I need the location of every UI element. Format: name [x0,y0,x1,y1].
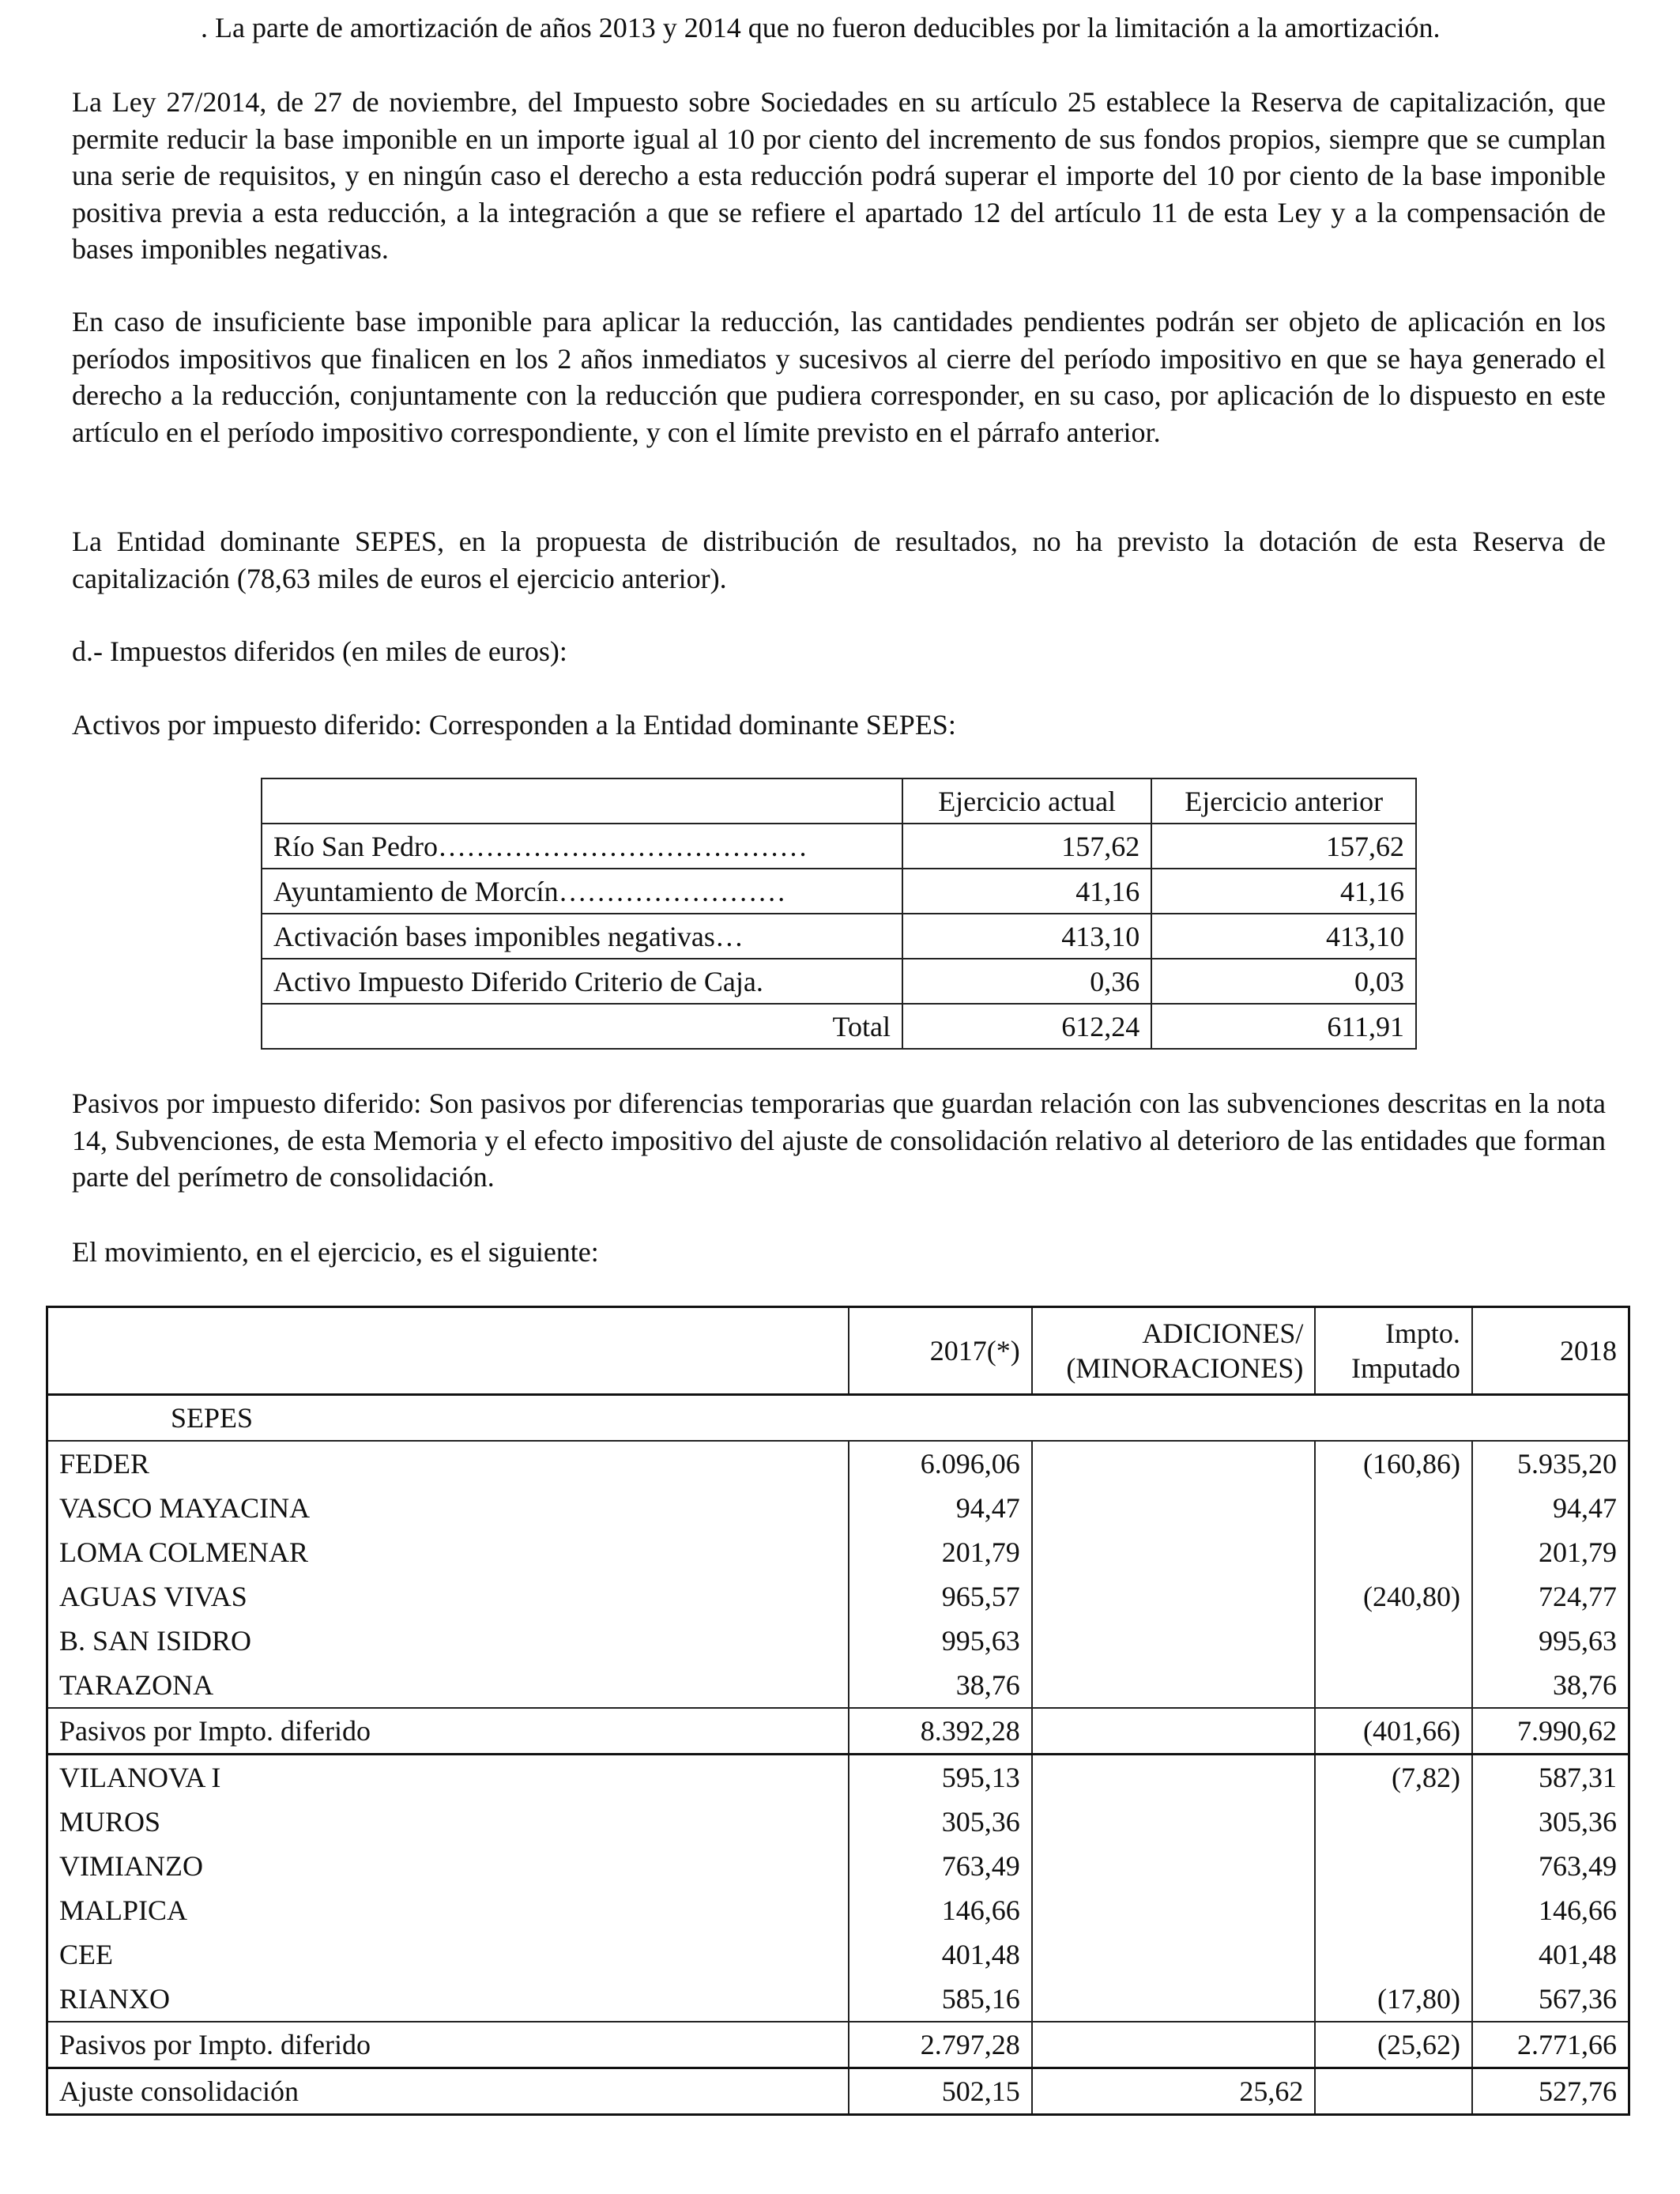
ajuste-adiciones: 25,62 [1032,2068,1316,2115]
table-row [47,1574,1629,1619]
row-adiciones [1032,1663,1316,1708]
subtotal-2017: 8.392,28 [849,1708,1031,1755]
row-imputado [1315,1844,1472,1888]
subtotal-2018: 7.990,62 [1472,1708,1629,1755]
table-row [47,1844,1629,1888]
activos-intro: Activos por impuesto diferido: Corresponden a la Entidad dominante SEPES: [72,709,956,741]
table-row [47,1888,1629,1932]
activos-row-anterior: 157,62 [1151,824,1416,869]
table-row [262,914,1416,959]
row-2017: 995,63 [849,1619,1031,1663]
activos-row-label: Activación bases imponibles negativas… [262,914,902,959]
row-adiciones [1032,1486,1316,1530]
ajuste-2018: 527,76 [1472,2068,1629,2115]
row-adiciones [1032,1755,1316,1800]
activos-row-label: Río San Pedro………………………………… [262,824,902,869]
row-2017: 595,13 [849,1755,1031,1800]
table-row [47,1530,1629,1574]
subtotal-2017: 2.797,28 [849,2022,1031,2068]
table-row [262,869,1416,914]
row-label: VILANOVA I [47,1755,849,1800]
section-label-sepes: SEPES [47,1395,1629,1442]
subtotal-2018: 2.771,66 [1472,2022,1629,2068]
section-row [47,1395,1629,1442]
row-2017: 763,49 [849,1844,1031,1888]
row-label: LOMA COLMENAR [47,1530,849,1574]
table-row [47,1755,1629,1800]
ajuste-2017: 502,15 [849,2068,1031,2115]
intro-line: . La parte de amortización de años 2013 y 2014 que no fueron deducibles por la limitación a la amortización. [201,12,1441,43]
row-2018: 567,36 [1472,1977,1629,2022]
row-label: CEE [47,1932,849,1977]
row-imputado: (7,82) [1315,1755,1472,1800]
row-adiciones [1032,1530,1316,1574]
activos-row-anterior: 0,03 [1151,959,1416,1004]
header-imputado-line2: Imputado [1350,1352,1460,1384]
movimiento-header-2018: 2018 [1472,1307,1629,1395]
row-2018: 587,31 [1472,1755,1629,1800]
movimiento-intro: El movimiento, en el ejercicio, es el siguiente: [72,1236,599,1268]
heading-impuestos-diferidos: d.- Impuestos diferidos (en miles de euros): [72,635,567,667]
row-2017: 94,47 [849,1486,1031,1530]
activos-row-actual: 41,16 [902,869,1151,914]
row-adiciones [1032,1800,1316,1844]
subtotal-adiciones [1032,1708,1316,1755]
activos-row-actual: 0,36 [902,959,1151,1004]
subtotal-row [47,2022,1629,2068]
ajuste-imputado [1315,2068,1472,2115]
activos-row-label: Ayuntamiento de Morcín…………………… [262,869,902,914]
activos-total-row [262,1004,1416,1049]
row-2018: 401,48 [1472,1932,1629,1977]
header-adiciones-line2: (MINORACIONES) [1066,1352,1304,1384]
row-2018: 305,36 [1472,1800,1629,1844]
row-adiciones [1032,1977,1316,2022]
subtotal-adiciones [1032,2022,1316,2068]
row-2017: 38,76 [849,1663,1031,1708]
row-2018: 724,77 [1472,1574,1629,1619]
table-row [47,1441,1629,1486]
row-label: MALPICA [47,1888,849,1932]
subtotal-label: Pasivos por Impto. diferido [47,1708,849,1755]
movimiento-header-adiciones [1032,1307,1316,1395]
table-row [47,1977,1629,2022]
table-row [47,1800,1629,1844]
row-2017: 965,57 [849,1574,1031,1619]
activos-impuesto-diferido-table [261,778,1417,1050]
activos-header-actual: Ejercicio actual [902,778,1151,824]
ajuste-label: Ajuste consolidación [47,2068,849,2115]
activos-header-row [262,778,1416,824]
paragraph-ley-27-2014: La Ley 27/2014, de 27 de noviembre, del Impuesto sobre Sociedades en su artículo 25 establece la Reserva de capitalización, que permite reducir la base imponible en un importe igual al 10 por ciento del incremento de sus fondos propios, siempre que se cumplan una serie de requisitos, y en ningún caso el derecho a esta reducción podrá superar el importe del 10 por ciento de la base imponible positiva previa a esta reducción, a la integración a que se refiere el apartado 12 del artículo 11 de esta Ley y a la compensación de bases imponibles negativas. [72,86,1606,265]
row-imputado: (240,80) [1315,1574,1472,1619]
row-imputado [1315,1619,1472,1663]
ajuste-consolidacion-row [47,2068,1629,2115]
row-label: B. SAN ISIDRO [47,1619,849,1663]
row-2018: 5.935,20 [1472,1441,1629,1486]
row-2018: 94,47 [1472,1486,1629,1530]
activos-header-blank [262,778,902,824]
activos-total-label: Total [262,1004,902,1049]
table-row [47,1932,1629,1977]
row-2018: 763,49 [1472,1844,1629,1888]
row-2018: 146,66 [1472,1888,1629,1932]
subtotal-label: Pasivos por Impto. diferido [47,2022,849,2068]
row-adiciones [1032,1441,1316,1486]
subtotal-imputado: (25,62) [1315,2022,1472,2068]
row-2018: 38,76 [1472,1663,1629,1708]
row-label: TARAZONA [47,1663,849,1708]
header-imputado-line1: Impto. [1384,1318,1460,1349]
subtotal-imputado: (401,66) [1315,1708,1472,1755]
row-label: FEDER [47,1441,849,1486]
activos-row-anterior: 413,10 [1151,914,1416,959]
activos-row-actual: 157,62 [902,824,1151,869]
row-imputado [1315,1530,1472,1574]
table-row [47,1486,1629,1530]
row-adiciones [1032,1888,1316,1932]
row-label: MUROS [47,1800,849,1844]
activos-total-anterior: 611,91 [1151,1004,1416,1049]
paragraph-insuficiente-base: En caso de insuficiente base imponible para aplicar la reducción, las cantidades pendientes podrán ser objeto de aplicación en los períodos impositivos que finalicen en los 2 años inmediatos y sucesivos al cierre del período impositivo en que se haya generado el derecho a la reducción, conjuntamente con la reducción que pudiera corresponder, en su caso, por aplicación de lo dispuesto en este artículo en el período impositivo correspondiente, y con el límite previsto en el párrafo anterior. [72,306,1606,448]
activos-total-actual: 612,24 [902,1004,1151,1049]
movimiento-header-imputado [1315,1307,1472,1395]
row-adiciones [1032,1932,1316,1977]
row-2017: 6.096,06 [849,1441,1031,1486]
row-imputado: (160,86) [1315,1441,1472,1486]
row-imputado [1315,1932,1472,1977]
row-label: VIMIANZO [47,1844,849,1888]
activos-row-label: Activo Impuesto Diferido Criterio de Caja. [262,959,902,1004]
row-2018: 995,63 [1472,1619,1629,1663]
row-label: VASCO MAYACINA [47,1486,849,1530]
activos-row-anterior: 41,16 [1151,869,1416,914]
row-2017: 305,36 [849,1800,1031,1844]
row-adiciones [1032,1574,1316,1619]
row-2018: 201,79 [1472,1530,1629,1574]
paragraph-entidad-dominante: La Entidad dominante SEPES, en la propuesta de distribución de resultados, no ha previsto la dotación de esta Reserva de capitalización (78,63 miles de euros el ejercicio anterior). [72,526,1606,594]
movimiento-header-blank [47,1307,849,1395]
row-imputado [1315,1663,1472,1708]
table-row [262,959,1416,1004]
row-2017: 585,16 [849,1977,1031,2022]
activos-row-actual: 413,10 [902,914,1151,959]
movimiento-pasivos-table [46,1306,1630,2116]
subtotal-row [47,1708,1629,1755]
row-2017: 146,66 [849,1888,1031,1932]
row-imputado [1315,1888,1472,1932]
row-2017: 201,79 [849,1530,1031,1574]
pasivos-intro: Pasivos por impuesto diferido: Son pasivos por diferencias temporarias que guardan relación con las subvenciones descritas en la nota 14, Subvenciones, de esta Memoria y el efecto impositivo del ajuste de consolidación relativo al deterioro de las entidades que forman parte del perímetro de consolidación. [72,1088,1606,1193]
table-row [47,1619,1629,1663]
activos-header-anterior: Ejercicio anterior [1151,778,1416,824]
row-label: AGUAS VIVAS [47,1574,849,1619]
table-row [262,824,1416,869]
row-imputado: (17,80) [1315,1977,1472,2022]
movimiento-header-row [47,1307,1629,1395]
movimiento-header-2017: 2017(*) [849,1307,1031,1395]
row-adiciones [1032,1844,1316,1888]
header-adiciones-line1: ADICIONES/ [1142,1318,1304,1349]
row-imputado [1315,1800,1472,1844]
row-label: RIANXO [47,1977,849,2022]
row-imputado [1315,1486,1472,1530]
row-adiciones [1032,1619,1316,1663]
table-row [47,1663,1629,1708]
row-2017: 401,48 [849,1932,1031,1977]
